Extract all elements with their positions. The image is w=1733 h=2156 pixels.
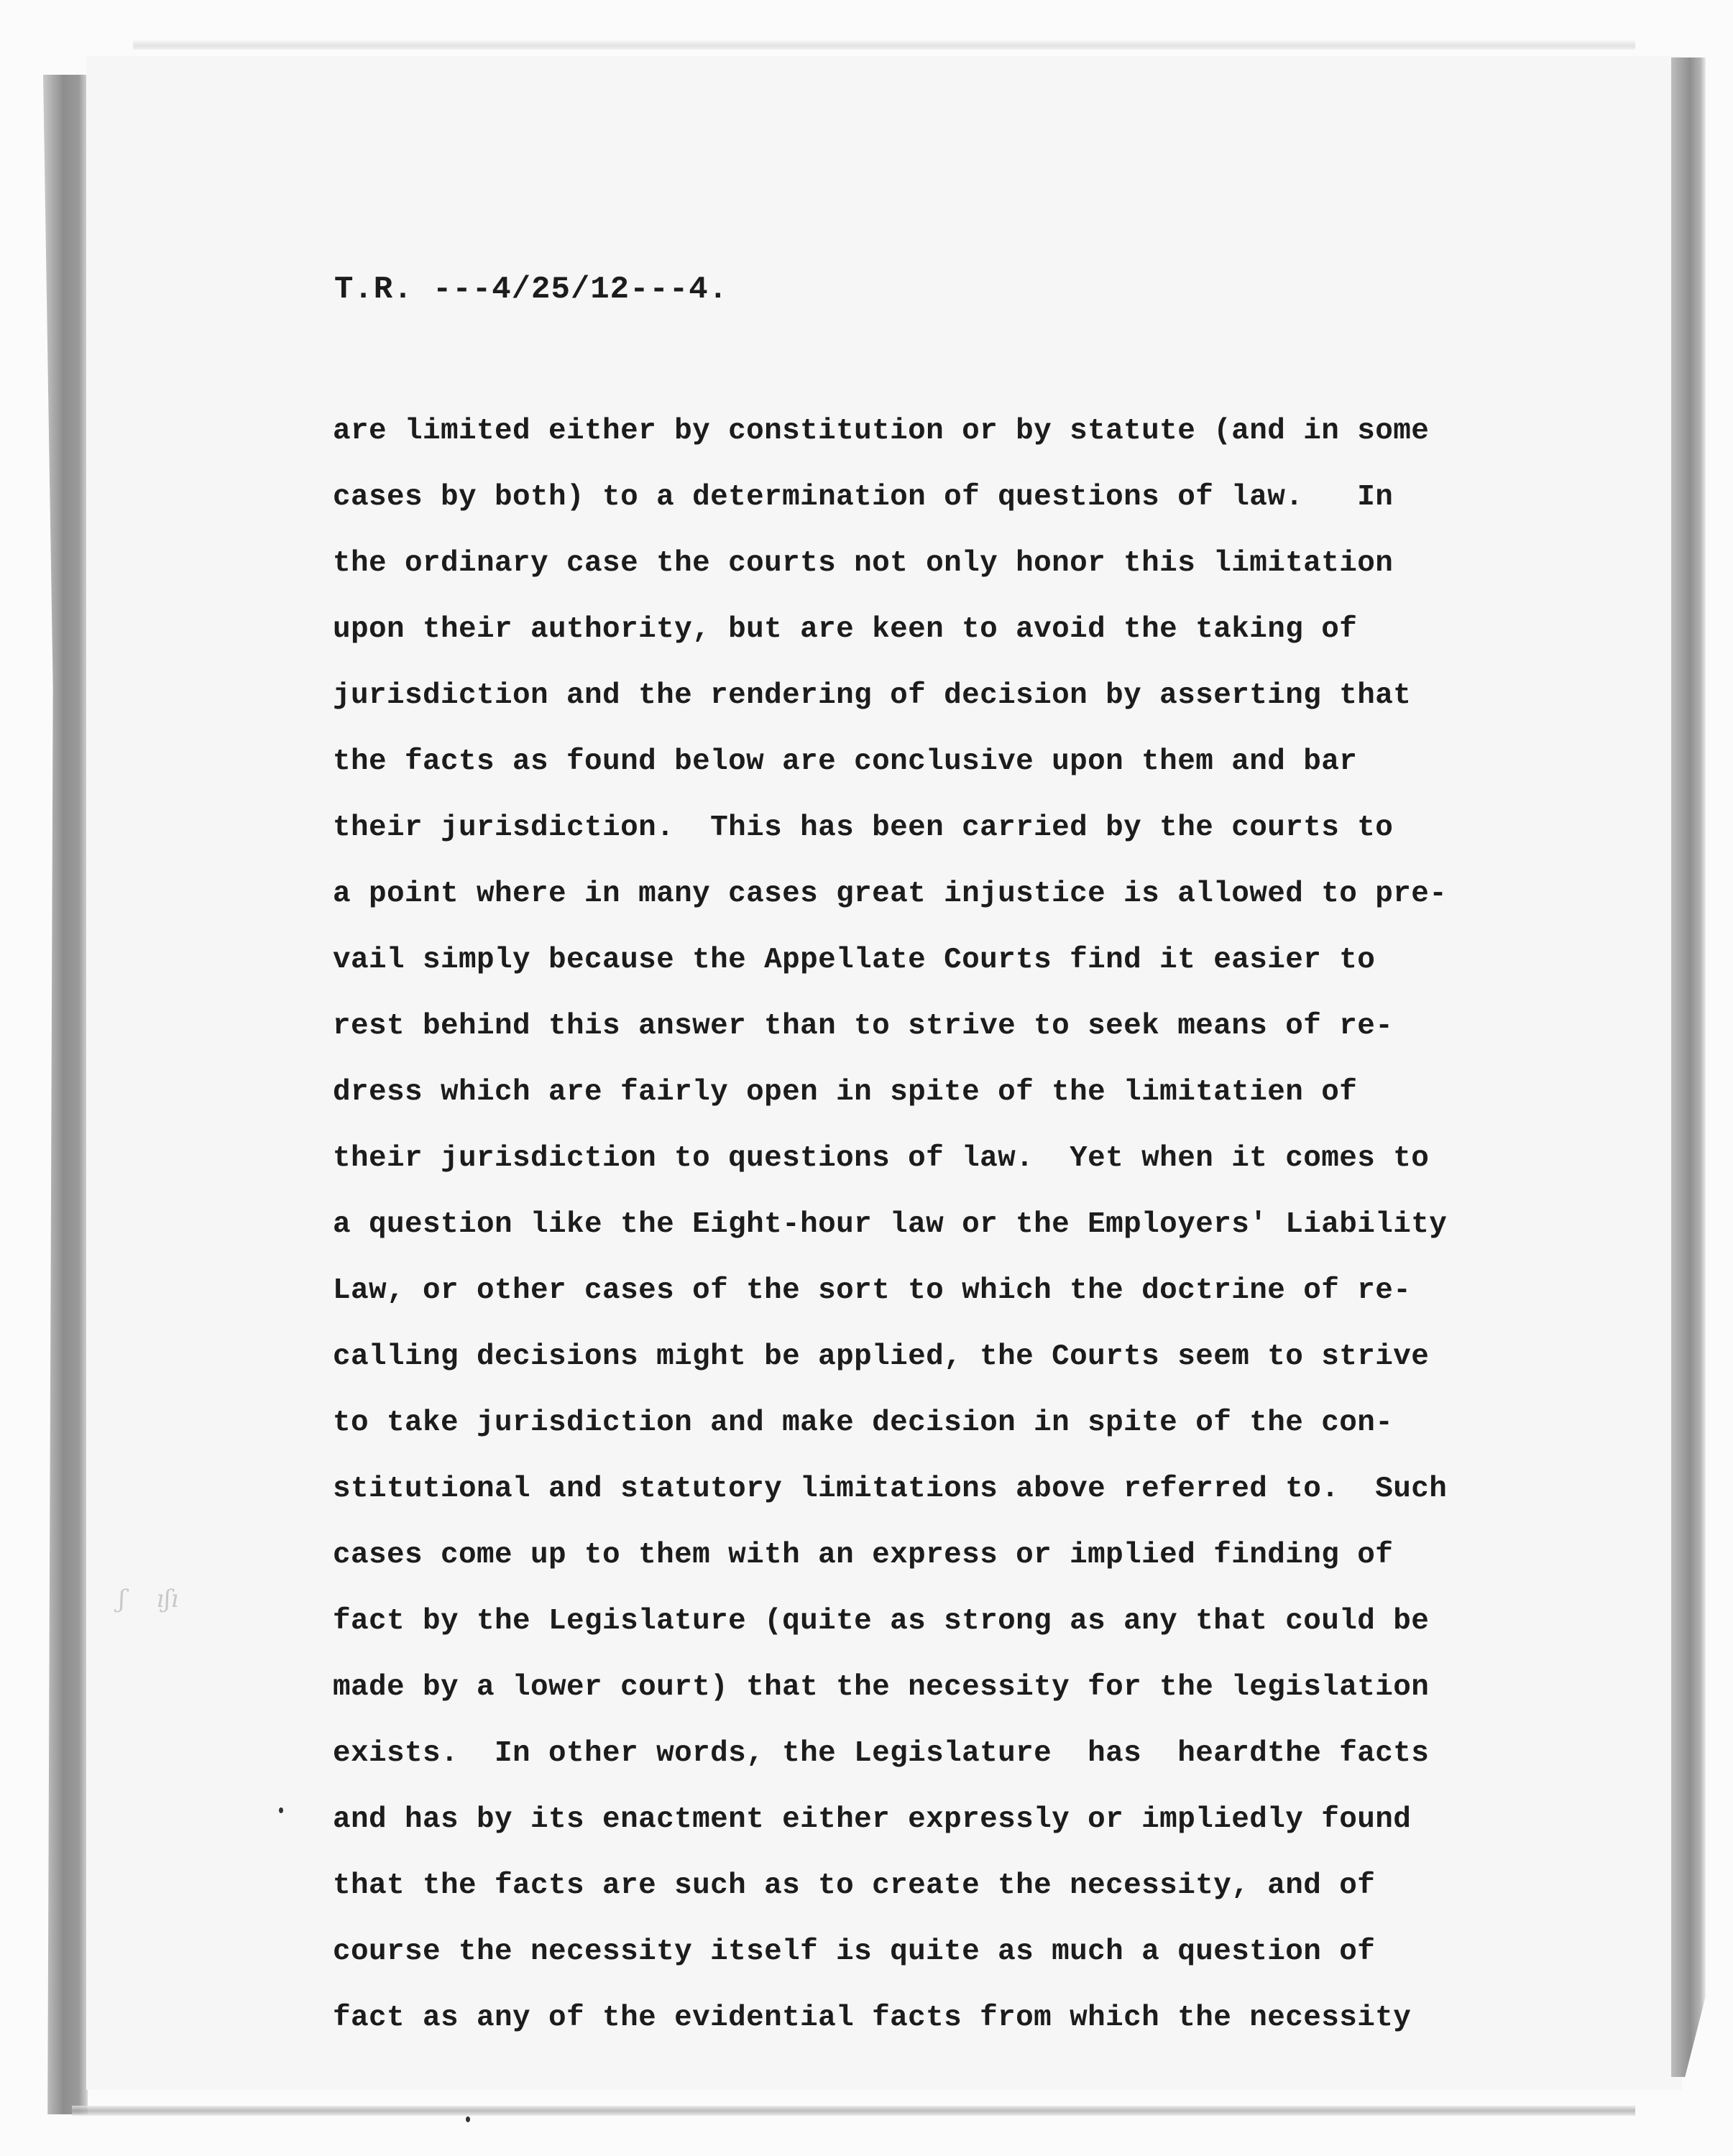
text-line: exists. In other words, the Legislature has heardthe facts — [333, 1737, 1430, 1770]
body-text — [333, 398, 1569, 2051]
text-line: that the facts are such as to create the necessity, and of — [333, 1869, 1376, 1902]
page-header: T.R. ---4/25/12---4. — [334, 272, 729, 308]
text-line: fact by the Legislature (quite as strong as any that could be — [333, 1605, 1430, 1638]
text-line: dress which are fairly open in spite of the limitatien of — [333, 1076, 1358, 1109]
text-line: calling decisions might be applied, the Courts seem to strive — [333, 1340, 1430, 1373]
text-line: cases by both) to a determination of questions of law. In — [333, 481, 1394, 514]
bleed-through-mark: ʃ ıʃı — [119, 1585, 179, 1613]
text-line: and has by its enactment either expressly or impliedly found — [333, 1803, 1412, 1836]
text-line: their jurisdiction to questions of law. Yet when it comes to — [333, 1142, 1430, 1175]
text-line: rest behind this answer than to strive to seek means of re- — [333, 1010, 1394, 1043]
text-line: fact as any of the evidential facts from which the necessity — [333, 2001, 1412, 2035]
text-line: to take jurisdiction and make decision in spite of the con- — [333, 1406, 1394, 1439]
text-line: stitutional and statutory limitations above referred to. Such — [333, 1473, 1448, 1506]
text-line: the ordinary case the courts not only honor this limitation — [333, 547, 1394, 580]
text-line: are limited either by constitution or by statute (and in some — [333, 415, 1430, 448]
text-line: course the necessity itself is quite as much a question of — [333, 1935, 1376, 1968]
text-line: jurisdiction and the rendering of decision by asserting that — [333, 679, 1412, 712]
text-line: a question like the Eight-hour law or the Employers' Liability — [333, 1208, 1448, 1241]
text-line: Law, or other cases of the sort to which the doctrine of re- — [333, 1274, 1412, 1307]
text-line: vail simply because the Appellate Courts find it easier to — [333, 944, 1376, 977]
text-line: upon their authority, but are keen to avoid the taking of — [333, 613, 1358, 646]
text-line: the facts as found below are conclusive upon them and bar — [333, 745, 1358, 778]
text-line: made by a lower court) that the necessity for the legislation — [333, 1671, 1430, 1704]
text-line: a point where in many cases great injustice is allowed to pre- — [333, 877, 1448, 911]
text-line: their jurisdiction. This has been carried by the courts to — [333, 811, 1394, 844]
text-line: cases come up to them with an express or implied finding of — [333, 1539, 1394, 1572]
